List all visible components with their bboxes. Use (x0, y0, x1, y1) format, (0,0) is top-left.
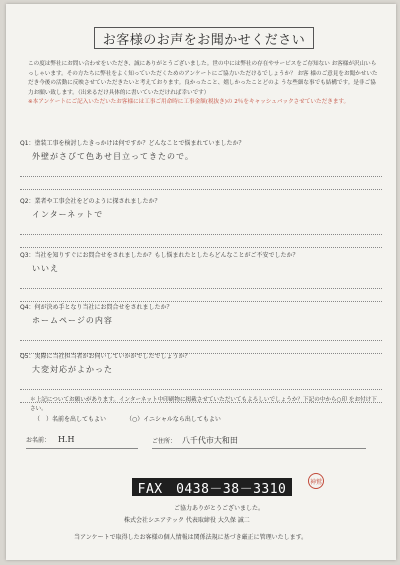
fax-number: FAX 0438－38－3310 (132, 478, 292, 496)
intro-text (28, 60, 378, 108)
name-field[interactable] (26, 435, 138, 449)
question-2 (20, 196, 382, 219)
option-initial-bracket: （○） (126, 416, 144, 423)
option-initial-label: イニシャルなら出してもよい (143, 416, 221, 423)
question-5-label: Q5：実際に当社担当者がお伺いしていかがでしたでしょうか？ (20, 353, 191, 360)
option-name-bracket: （ ） (34, 416, 53, 423)
name-value: H.H (57, 435, 75, 444)
question-4-label: Q4：何が決め手となり当社にお問合せをされましたか？ (20, 304, 173, 311)
answer-lines (20, 164, 382, 190)
question-3 (20, 250, 382, 273)
company-signature: 株式会社シエアテック 代表取締役 大久保 誠二 (124, 517, 250, 524)
question-5 (20, 351, 382, 374)
cashback-note: ※本アンケートにご記入いただいたお客様には工事ご用命時に工事金額(税抜き)の 2％をキャッシュバックさせていただきます。 (28, 99, 350, 106)
question-1 (20, 138, 382, 161)
question-3-label: Q3：当社を知りすぐにお問合せをされましたか？もし悩まれたとしたらどんなことがご不安でしたか？ (20, 252, 299, 259)
question-5-answer[interactable]: 大変対応がよかった (32, 365, 113, 374)
selected-circle-mark: ○ (132, 416, 138, 423)
option-name-permission[interactable] (34, 414, 106, 423)
question-1-label: Q1：塗装工事を検討したきっかけは何ですか？どんなことで悩まれていましたか？ (20, 140, 245, 147)
question-4-answer[interactable]: ホームページの内容 (32, 316, 113, 325)
question-2-answer[interactable]: インターネットで (32, 210, 104, 219)
address-field[interactable] (152, 435, 366, 449)
permission-note: ＊上記についてお願いがあります。インターネット中印刷物に掲載させていただいてもよろしいでしょうか？下記の中から○印 をお付け下さい。 (30, 397, 377, 412)
survey-title: お客様のお声をお聞かせください (94, 27, 314, 49)
option-initial-permission[interactable] (126, 414, 221, 423)
company-seal-stamp: 神鷲 (308, 473, 324, 489)
question-4 (20, 302, 382, 325)
survey-sheet (6, 4, 396, 560)
answer-lines (20, 222, 382, 248)
intro-paragraph: この度は弊社にお問い合わせをいただき、誠にありがとうございました。世の中には弊社の存在やサービスをご存知ない お客様が沢山いらっしゃいます。その方たちに弊社をよく知っていただくためのアンケートにご協力いただけるでしょうか？ お客 様のご意見をお聞かせいただき今後の活動に反映させていただきたいと考えております。良かったこと、嬉しかったことどのよ うな些細な事でも結構です。是非ご協力お願い致します。（出来るだけ具体的に書いていただければ幸いです） (28, 61, 378, 96)
answer-lines (20, 276, 382, 302)
address-label: ご住所： (152, 438, 177, 445)
thanks-text: ご協力ありがとうございました。 (174, 505, 265, 512)
address-value: 八千代市大和田 (181, 436, 238, 445)
name-label: お名前： (26, 437, 51, 444)
question-2-label: Q2：業者や工事会社をどのように探されましたか？ (20, 198, 161, 205)
question-1-answer[interactable]: 外壁がさびて色あせ目立ってきたので。 (32, 152, 194, 161)
option-name-label: 名前を出してもよい (52, 416, 107, 423)
privacy-notice: 当アンケートで取得したお客様の個人情報は関係法規に基づき厳正に管理いたします。 (74, 534, 308, 541)
question-3-answer[interactable]: いいえ (32, 264, 59, 273)
